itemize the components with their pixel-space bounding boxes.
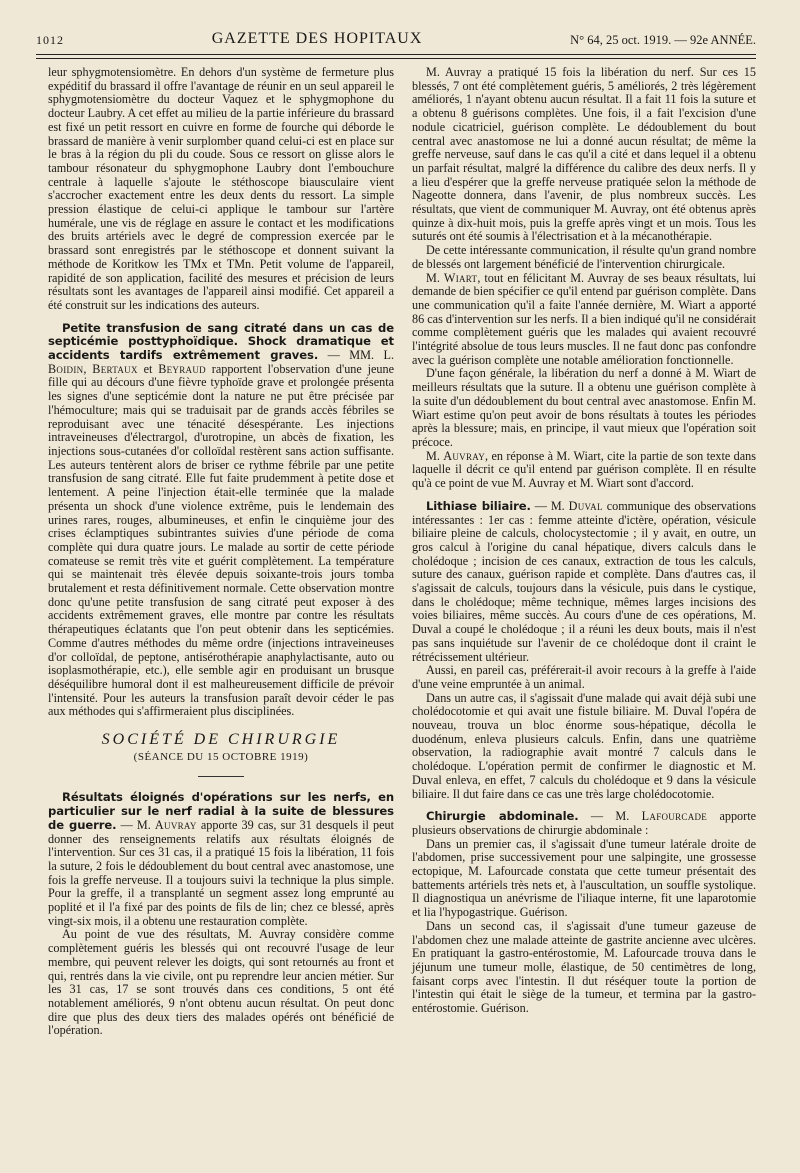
article-abdominale: Chirurgie abdominale. — M. Lafourcade apporte plusieurs observations de chirurgie abdominale : bbox=[412, 809, 756, 837]
paragraph: Dans un autre cas, il s'agissait d'une malade qui avait déjà subi une cholédocotomie et qui avait une fistule biliaire. M. Duval l'opéra de nouveau, trouva un bloc énorme sous-hépatique, décolla le duodénum, enleva plusieurs calculs. Enfin, dans une quatrième observation, la radiographie avait montré 7 calculs dans le cholédoque. L'opération permit de confirmer le diagnostic et M. Duval enleva, en effet, 7 calculs du cholédoque et 9 dans la vésicule biliaire. Il dut faire dans ce cas une très large cholédocotomie. bbox=[412, 690, 756, 801]
paragraph: M. Wiart, tout en félicitant M. Auvray de ses beaux résultats, lui demande de bien spécifier ce qu'il entend par guérison complète. Dans une communication qu'il a faite l'année dernière, M. Wiart a apporté 86 cas d'intervention sur les nerfs. Il a bien indiqué qu'il ne considérait comme complètement guéris que les malades qui avaient recouvré l'intégrité absolue de tous leurs muscles. Il ne faut donc pas confondre avec la guérison complète une notable amélioration fonctionnelle. bbox=[412, 270, 756, 367]
paragraph: Dans un premier cas, il s'agissait d'une tumeur latérale droite de l'abdomen, prise successivement pour une salpingite, une grossesse ectopique, M. Lafourcade constata que cette tumeur présentait des battements artériels très nets et, à l'auscultation, un souffle systolique. Il diagnostiqua un anévrisme de l'iliaque interne, fit une laparotomie et lia l'hypogastrique. Guérison. bbox=[412, 836, 756, 920]
article-text: rapportent l'observation d'une jeune fille qui au décours d'une fièvre typhoïde grave et prolongée présenta les signes d'une septicémie dont la nature ne put être précisée par l'hémoculture; mais qui se traduisait par de grands accès fébriles se reproduisant avec une ténacité désespérante. Les injections intraveineuses d'électrargol, d'urotropine, un abcès de fixation, les injections sous-cutanées d'or colloïdal restèrent sans action suffisante. Les auteurs tentèrent alors de briser ce rythme fébrile par une petite transfusion de sang citraté. Elle fut faite prudemment à petite dose et lentement. A peine l'injection était-elle terminée que la malade présenta un shock d'une violence extrême, puis le lendemain des urines rares, rouges, albumineuses, et enfin le cinquième jour des crises éclamptiques subintrantes suivies d'une période de coma complète qui dura quatre jours. Le malade au sortir de cette période comateuse se remit très vite et guérit complètement. La température qui se maintenait très élevée depuis soixante-trois jours tomba brutalement et resta définitivement normale. Cette observation montre donc qu'une petite transfusion de sang citraté peut exposer à des accidents extrêmement graves, elle montre par contre les résultats thérapeutiques éclatants que l'on peut obtenir dans les septicémies. Comme d'autres méthodes du même ordre (injections intraveineuses d'or colloïdal, de peptone, antisérothérapie anaphylactisante, auto ou isoplasmothérapie, etc.), elle semble agir en produisant un brusque déséquilibre humoral dont il est malheureusement difficile de prévoir l'intensité. Pour les auteurs la transfusion paraît devoir céder le pas aux méthodes qui s'affirmeraient plus disciplinées. bbox=[48, 361, 395, 719]
paragraph: D'une façon générale, la libération du nerf a donné à M. Wiart de meilleurs résultats que la suture. Il a obtenu une guérison complète à la suite d'un dédoublement du bout central avec anastomose. Enfin M. Wiart estime qu'on peut avoir de bons résultats à toutes les périodes après la blessure; mais, en principe, il vaut mieux que l'opération soit précoce. bbox=[412, 366, 756, 449]
article-lithiase: Lithiase biliaire. — M. Duval communique des observations intéressantes : 1er cas : femme atteinte d'ictère, opération, vésicule biliaire pleine de calculs, cholocystectomie ; il y avait, en outre, un gros calcul à l'origine du canal hépatique, divers calculs dans le cholédoque ; incision de ces canaux, extraction de tous les calculs, suture des canaux, guérison rapide et complète. Dans d'autres cas, il s'agissait de calculs, toujours dans la vésicule, puis dans le cystique, dans le cholédoque; même technique, mêmes larges incisions des voies biliaires, même succès. Au cours d'une de ces opérations, M. Duval a coupé le cholédoque ; il a réuni les deux bouts, mais il n'est pas sans inquiétude sur l'avenir de ce cholédoque dont il craint le rétrécissement ultérieur. bbox=[412, 498, 756, 664]
issue-info: N° 64, 25 oct. 1919. — 92e ANNÉE. bbox=[570, 33, 756, 47]
article-title: Chirurgie abdominale. bbox=[426, 809, 579, 824]
paragraph: leur sphygmotensiomètre. En dehors d'un système de fermeture plus expéditif du brassard il offre l'avantage de réunir en un seul appareil le sphygmotensiomètre du docteur Vaquez et le sphygmophone du docteur Laubry. A cet effet au milieu de la partie inférieure du brassard est fixé un petit ressort en cuivre en forme de fourche qui déborde le brassard de manière à venir surplomber quand celui-ci est en place sur le bras à la région du pli du coude. Sous ce ressort on glisse alors le tambour résonateur du sphygmophone Laubry dont l'embouchure centrale à laquelle s'ajoute le stéthoscope biausculaire vient s'accrocher exactement entre les deux dents du ressort. La simple pression élastique de celui-ci applique le tambour sur l'artère humérale, une vis de réglage en assure le contact et les modifications des bruits artériels avec le degré de compression exercée par le brassard sont enregistrés par le stéthoscope et donnent suivant la méthode de Koritkow les TMx et TMn. Petit volume de l'appareil, rapidité de son application, facilité des mesures et précision de leurs résultats sont les avantages de l'appareil ainsi modifié. Cet appareil a été construit sur les indications des auteurs. bbox=[48, 65, 394, 312]
session-date: (SÉANCE DU 15 OCTOBRE 1919) bbox=[133, 750, 309, 763]
author-name: Boidin bbox=[48, 361, 84, 376]
article-title: Lithiase biliaire. bbox=[426, 498, 531, 513]
author-name: Wiart bbox=[443, 270, 478, 285]
author-name: Auvray bbox=[443, 448, 486, 463]
paragraph: Au point de vue des résultats, M. Auvray considère comme complètement guéris les blessés qui ont recouvré l'usage de leur membre, qui peuvent relever les doigts, qui sont retournés au front et qui, rentrés dans la vie civile, ont pu reprendre leur ancien métier. Sur les 31 cas, 17 se sont trouvés dans ces conditions, 5 ont été notablement améliorés, 9 n'ont obtenu aucun résultat. On peut donc dire que plus des deux tiers des malades opérés ont bénéficié de l'opération. bbox=[48, 927, 394, 1038]
article-text: communique des observations intéressantes : 1er cas : femme atteinte d'ictère, opération, vésicule biliaire pleine de calculs, cholocystectomie ; il y avait, en outre, un gros calcul à l'origine du canal hépatique, divers calculs dans le cholédoque ; incision de ces canaux, extraction de tous les calculs, suture des canaux, guérison rapide et complète. Dans d'autres cas, il s'agissait de calculs, toujours dans la vésicule, puis dans le cystique, dans le cholédoque; même technique, mêmes larges incisions des voies biliaires, même succès. Au cours d'une de ces opérations, M. Duval a coupé le cholédoque ; il a réuni les deux bouts, mais il n'est pas sans inquiétude sur l'avenir de ce cholédoque dont il craint le rétrécissement ultérieur. bbox=[412, 498, 756, 664]
header-rule-thin bbox=[36, 58, 756, 59]
paragraph: M. Auvray, en réponse à M. Wiart, cite la partie de son texte dans laquelle il décrit ce qu'il entend par guérison complète. Il en résulte qu'à ce point de vue M. Auvray et M. Wiart sont d'accord. bbox=[412, 448, 756, 491]
running-header bbox=[36, 22, 756, 48]
author-name: Lafourcade bbox=[641, 809, 708, 824]
journal-title: GAZETTE DES HOPITAUX bbox=[211, 30, 423, 47]
paragraph: M. Auvray a pratiqué 15 fois la libération du nerf. Sur ces 15 blessés, 7 ont été complètement guéris, 5 améliorés, 2 très légèrement améliorés, 1 n'ayant obtenu aucun résultat. Il a fait 11 fois la suture et a obtenu 8 guérisons complètes. Une fois, il a fait l'excision d'une nodule cicatriciel, guérison complète. Le dédoublement du bout central avec anastomose ne lui a donné aucun résultat; de même la greffe nerveuse, sauf dans le cas qu'il a cité et dans lequel il a obtenu un parfait résultat, malgré la différence du calibre des deux nerfs. Il y a lieu d'espérer que la greffe nerveuse pratiquée selon la méthode de Nageotte donnera, dans l'avenir, de plus nombreux succès. Les résultats, que vient de communiquer M. Auvray, ont été obtenus après quinze à dix-huit mois, puis la greffe après vingt et un mois. Tous les suturés ont été soumis à l'électrisation et à la mécanothérapie. bbox=[412, 65, 756, 244]
paragraph: De cette intéressante communication, il résulte qu'un grand nombre de blessés ont largement bénéficié de l'intervention chirurgicale. bbox=[412, 243, 756, 271]
article-text: apporte 39 cas, sur 31 desquels il peut donner des renseignements relatifs aux résultats éloignés de l'intervention. Sur ces 31 cas, il a pratiqué 15 fois la libération, 11 fois la suture, 2 fois le dédoublement du bout central avec anastomose, une fois la greffe nerveuse. Il a toujours suivi la technique la plus simple. Pour la greffe, il a transplanté un segment assez long emprunté au poplité et il l'a fixé par des points de fils de lin; chez ce blessé, après vingt-six mois, il a obtenu une restauration complète. bbox=[48, 817, 394, 928]
paragraph: Aussi, en pareil cas, préférerait-il avoir recours à la greffe à l'aide d'une veine empruntée à un animal. bbox=[412, 663, 756, 691]
author-name: Duval bbox=[568, 498, 603, 513]
paragraph: Dans un second cas, il s'agissait d'une tumeur gazeuse de l'abdomen chez une malade atteinte de gastrite ancienne avec ulcères. En pratiquant la gastro-entérostomie, M. Lafourcade trouva dans le jéjunum une tumeur molle, élastique, de 50 centimètres de long, faisant corps avec l'intestin. Il dut réséquer toute la portion de l'intestin qui était le siège de la tumeur, et termina par la gastro-entérostomie. Guérison. bbox=[412, 918, 756, 1016]
section-title: SOCIÉTÉ DE CHIRURGIE bbox=[101, 731, 341, 749]
author-name: Beyraud bbox=[158, 361, 206, 376]
left-column bbox=[48, 66, 394, 1038]
header-rule bbox=[36, 54, 756, 55]
article-title: Résultats éloignés d'opérations sur les nerfs, en particulier sur le nerf radial à la suite de blessures de guerre. bbox=[48, 790, 394, 832]
article-transfusion: Petite transfusion de sang citraté dans un cas de septicémie posttyphoïdique. Shock dramatique et accidents tardifs extrêmement graves. — MM. L. Boidin, Bertaux et Beyraud rapportent l'observation d'une jeune fille qui au décours d'une fièvre typhoïde grave et prolongée présenta les signes d'une septicémie dont la nature ne put être précisée par l'hémoculture; mais qui se traduisait par de grands accès fébriles se reproduisant avec une ténacité désespérante. Les injections intraveineuses d'électrargol, d'urotropine, un abcès de fixation, les injections sous-cutanées d'or colloïdal restèrent sans action suffisante. Les auteurs tentèrent alors de briser ce rythme fébrile par une petite transfusion de sang citraté. Elle fut faite prudemment à petite dose et lentement. A peine l'injection était-elle terminée que la malade présenta un shock d'une violence extrême, puis le lendemain des urines rares, rouges, albumineuses, et enfin le cinquième jour des crises éclamptiques subintrantes suivies d'une période de coma complète qui dura quatre jours. Le malade au sortir de cette période comateuse se remit très vite et guérit complètement. La température qui se maintenait très élevée depuis soixante-trois jours tomba brutalement et resta définitivement normale. Cette observation montre donc qu'une petite transfusion de sang citraté peut exposer à des accidents extrêmement graves, elle montre par contre les résultats thérapeutiques éclatants que l'on peut obtenir dans les septicémies. Comme d'autres méthodes du même ordre (injections intraveineuses d'or colloïdal, de peptone, antisérothérapie anaphylactisante, auto ou isoplasmothérapie, etc.), elle semble agir en produisant un brusque déséquilibre humoral dont il est malheureusement difficile de prévoir l'intensité. Pour les auteurs la transfusion paraît devoir céder le pas aux méthodes qui s'affirmeraient plus disciplinées. bbox=[48, 320, 395, 719]
author-name: Auvray bbox=[154, 817, 197, 832]
section-divider bbox=[198, 776, 244, 777]
article-nerfs: Résultats éloignés d'opérations sur les nerfs, en particulier sur le nerf radial à la suite de blessures de guerre. — M. Auvray apporte 39 cas, sur 31 desquels il peut donner des renseignements relatifs aux résultats éloignés de l'intervention. Sur ces 31 cas, il a pratiqué 15 fois la libération, 11 fois la suture, 2 fois le dédoublement du bout central avec anastomose, une fois la greffe nerveuse. Il a toujours suivi la technique la plus simple. Pour la greffe, il a transplanté un segment assez long emprunté au poplité et il l'a fixé par des points de fils de lin; chez ce blessé, après vingt-six mois, il a obtenu une restauration complète. bbox=[48, 790, 394, 928]
article-title: Petite transfusion de sang citraté dans un cas de septicémie posttyphoïdique. Shock dramatique et accidents tardifs extrêmement graves. bbox=[48, 320, 394, 363]
right-column bbox=[412, 66, 756, 1016]
author-name: Bertaux bbox=[92, 361, 138, 376]
article-text: apporte plusieurs observations de chirurgie abdominale : bbox=[412, 809, 756, 837]
page-number: 1012 bbox=[36, 33, 64, 47]
